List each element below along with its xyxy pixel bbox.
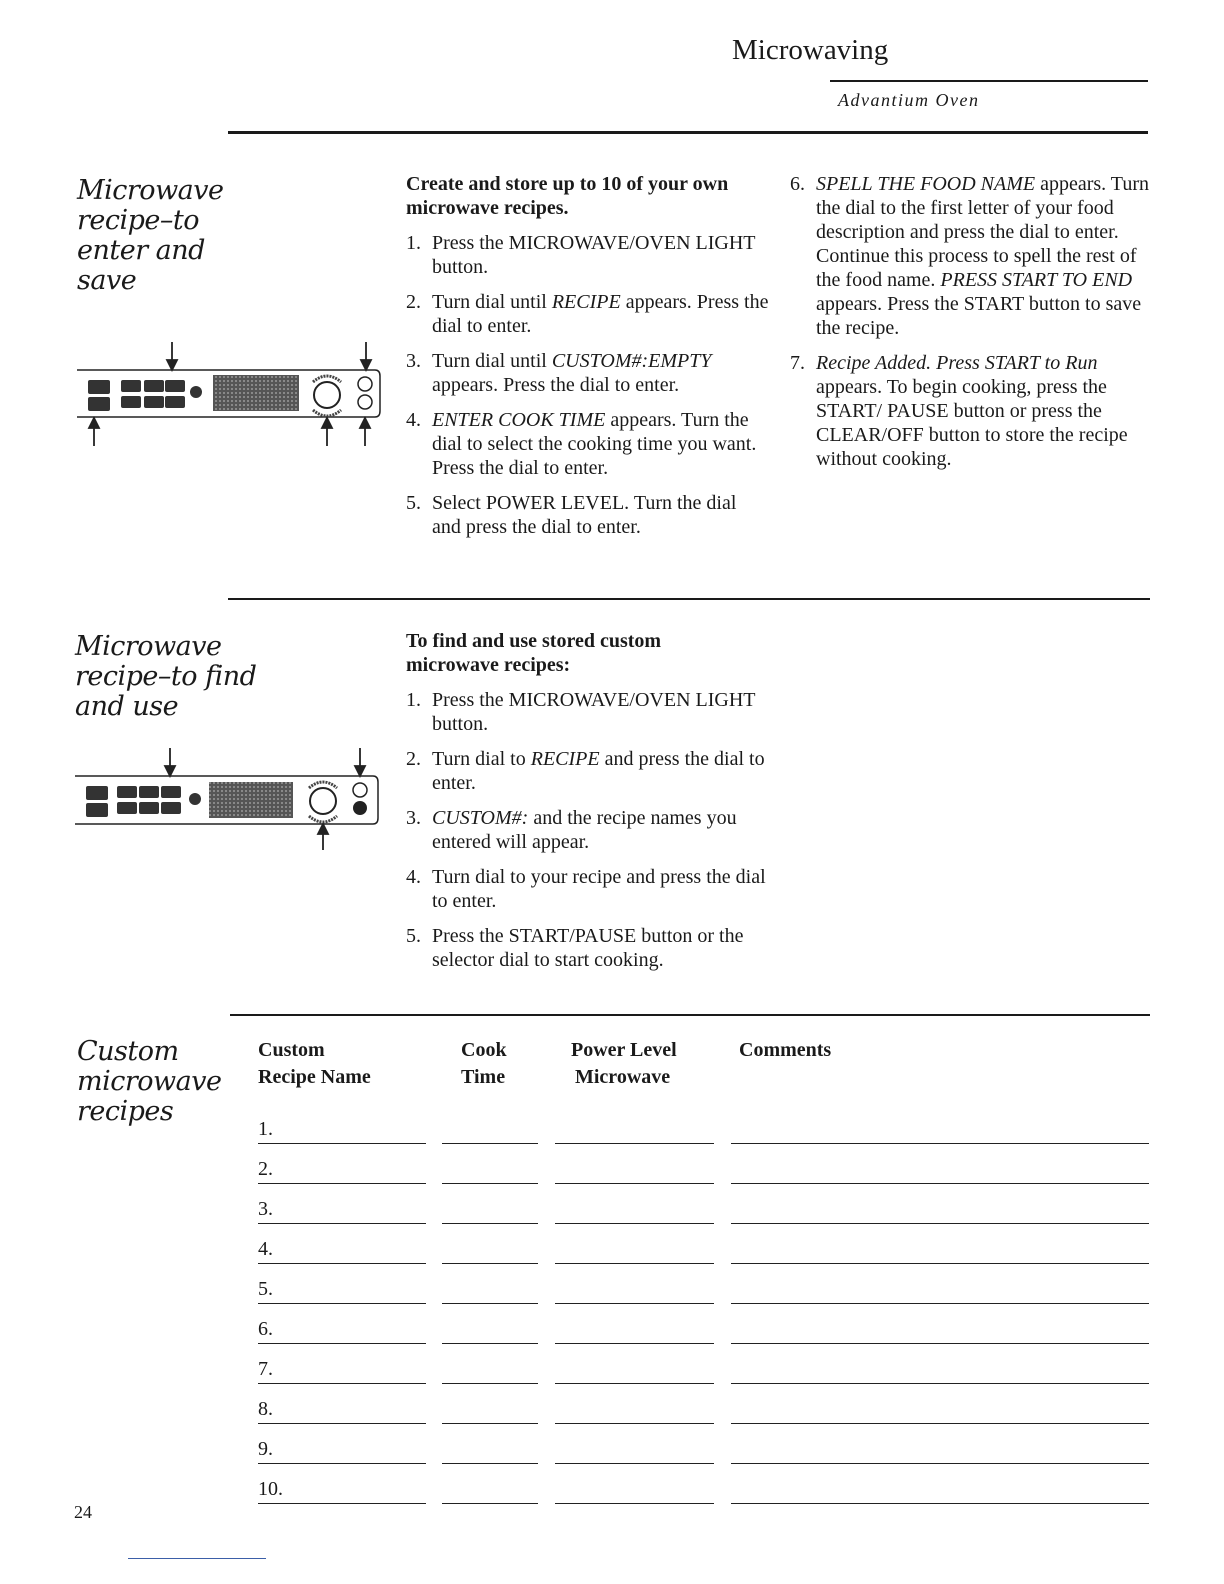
panel-button <box>117 802 137 814</box>
step-text: Select POWER LEVEL. Turn the dial and press the dial to enter. <box>432 492 737 538</box>
side-title-line: Microwave <box>75 631 222 662</box>
step-text: appears. Press the START button to save the recipe. <box>816 293 1142 339</box>
step-text: Turn dial until <box>432 350 552 372</box>
step-display-message: RECIPE <box>551 291 621 313</box>
header-line: Microwave <box>575 1066 671 1088</box>
row-number: 7. <box>258 1358 273 1380</box>
blank-entry-line[interactable] <box>442 1503 538 1504</box>
blank-entry-line[interactable] <box>731 1223 1149 1224</box>
panel-round-button <box>190 386 202 398</box>
header-line: Comments <box>739 1039 832 1061</box>
blank-entry-line[interactable] <box>731 1343 1149 1344</box>
step-display-message: CUSTOM#: <box>432 807 529 829</box>
step-number: 4. <box>406 866 421 888</box>
section1-side-title <box>77 176 224 296</box>
panel-button <box>165 396 185 408</box>
step-item <box>406 491 770 539</box>
side-title-line: recipe–to <box>77 205 200 236</box>
step-item <box>406 924 770 972</box>
column-header-recipe-name <box>258 1037 371 1091</box>
blank-entry-line[interactable] <box>442 1463 538 1464</box>
side-title-line: Custom <box>77 1036 179 1067</box>
header-line: Time <box>461 1066 506 1088</box>
step-display-message: Recipe Added. Press START to Run <box>816 352 1098 374</box>
panel-button <box>121 396 141 408</box>
step-text: and the recipe names you entered will appear. <box>432 807 737 853</box>
blank-entry-line[interactable] <box>555 1303 714 1304</box>
panel-button <box>161 802 181 814</box>
row-number: 5. <box>258 1278 273 1300</box>
step-item <box>406 408 770 480</box>
step-display-message: SPELL THE FOOD NAME <box>816 173 1036 195</box>
step-text: Press the START/PAUSE button or the selector dial to start cooking. <box>432 925 744 971</box>
step-text: appears. Turn the dial to the first letter of your food description and press the dial to enter. Continue this process to spell the rest of the food name. <box>816 173 1149 291</box>
row-number: 6. <box>258 1318 273 1340</box>
blank-entry-line[interactable] <box>258 1383 426 1384</box>
panel-button <box>144 396 164 408</box>
blank-entry-line[interactable] <box>258 1223 426 1224</box>
blank-entry-line[interactable] <box>442 1223 538 1224</box>
blank-entry-line[interactable] <box>258 1423 426 1424</box>
column-header-power-level <box>571 1037 677 1091</box>
side-title-line: Microwave <box>77 175 224 206</box>
step-item <box>406 747 770 795</box>
section1-steps-left <box>406 231 770 550</box>
control-panel-illustration <box>75 340 390 450</box>
row-number: 2. <box>258 1158 273 1180</box>
step-display-message: RECIPE <box>530 748 600 770</box>
panel-button <box>121 380 141 392</box>
blank-entry-line[interactable] <box>555 1343 714 1344</box>
blank-entry-line[interactable] <box>731 1463 1149 1464</box>
step-number: 5. <box>406 925 421 947</box>
step-number: 3. <box>406 350 421 372</box>
section1-steps-right <box>790 172 1155 482</box>
panel-button <box>86 786 108 800</box>
blank-entry-line[interactable] <box>555 1503 714 1504</box>
header-line: Recipe Name <box>258 1066 371 1088</box>
header-line: Power Level <box>571 1039 677 1061</box>
blank-entry-line[interactable] <box>555 1423 714 1424</box>
blank-entry-line[interactable] <box>555 1223 714 1224</box>
row-number: 4. <box>258 1238 273 1260</box>
step-number: 5. <box>406 492 421 514</box>
step-text: Turn dial to <box>432 748 531 770</box>
header-line: Cook <box>461 1039 507 1061</box>
step-number: 3. <box>406 807 421 829</box>
blank-entry-line[interactable] <box>442 1343 538 1344</box>
blank-entry-line[interactable] <box>731 1183 1149 1184</box>
section3-side-title <box>77 1037 221 1127</box>
row-number: 8. <box>258 1398 273 1420</box>
step-item <box>406 231 770 279</box>
panel-button <box>165 380 185 392</box>
panel-button <box>144 380 164 392</box>
blank-entry-line[interactable] <box>555 1263 714 1264</box>
step-text: Press the MICROWAVE/OVEN LIGHT button. <box>432 689 756 735</box>
section3-rule <box>230 1014 1150 1016</box>
step-text: Press the MICROWAVE/OVEN LIGHT button. <box>432 232 756 278</box>
panel-button <box>88 397 110 411</box>
blank-entry-line[interactable] <box>258 1263 426 1264</box>
step-item <box>406 688 770 736</box>
side-title-line: and use <box>75 691 179 722</box>
side-title-line: recipe–to find <box>75 661 257 692</box>
page-section-title: Microwaving <box>732 34 889 66</box>
blank-entry-line[interactable] <box>731 1303 1149 1304</box>
panel-round-button <box>189 793 201 805</box>
footer-link-rule <box>128 1558 266 1559</box>
blank-entry-line[interactable] <box>258 1183 426 1184</box>
step-item <box>406 865 770 913</box>
step-text: appears. Press the dial to enter. <box>432 374 680 396</box>
page-number: 24 <box>74 1502 92 1522</box>
step-text: appears. Turn the dial to select the cooking time you want. Press the dial to enter. <box>432 409 757 479</box>
section1-rule <box>228 131 1148 134</box>
panel-button <box>161 786 181 798</box>
blank-entry-line[interactable] <box>731 1263 1149 1264</box>
step-item <box>790 172 1155 340</box>
blank-entry-line[interactable] <box>442 1263 538 1264</box>
blank-entry-line[interactable] <box>258 1303 426 1304</box>
blank-entry-line[interactable] <box>258 1143 426 1144</box>
section2-steps <box>406 688 770 983</box>
side-title-line: microwave <box>77 1066 222 1097</box>
row-number: 1. <box>258 1118 273 1140</box>
blank-entry-line[interactable] <box>442 1423 538 1424</box>
blank-entry-line[interactable] <box>555 1383 714 1384</box>
row-number: 3. <box>258 1198 273 1220</box>
step-text: and press the dial to enter. <box>432 748 765 794</box>
section2-intro: To find and use stored custom microwave recipes: <box>406 630 662 676</box>
side-title-line: enter and <box>77 235 205 266</box>
blank-entry-line[interactable] <box>258 1343 426 1344</box>
step-text: Turn dial until <box>432 291 552 313</box>
panel-button <box>117 786 137 798</box>
blank-entry-line[interactable] <box>442 1143 538 1144</box>
step-number: 7. <box>790 352 805 374</box>
blank-entry-line[interactable] <box>731 1383 1149 1384</box>
section2-side-title <box>75 632 256 722</box>
step-number: 2. <box>406 291 421 313</box>
step-display-message: ENTER COOK TIME <box>432 409 606 431</box>
step-number: 6. <box>790 173 805 195</box>
blank-entry-line[interactable] <box>555 1143 714 1144</box>
step-item <box>406 349 770 397</box>
blank-entry-line[interactable] <box>731 1423 1149 1424</box>
step-text: appears. To begin cooking, press the START/ PAUSE button or press the CLEAR/OFF button to store the recipe without cooking. <box>816 376 1128 470</box>
column-header-cook-time <box>461 1037 507 1091</box>
selector-dial <box>314 382 340 408</box>
control-panel-illustration <box>73 746 388 854</box>
panel-button <box>139 786 159 798</box>
step-number: 4. <box>406 409 421 431</box>
header-rule <box>830 80 1148 82</box>
side-title-line: save <box>77 265 137 296</box>
step-text: appears. Press the dial to enter. <box>432 291 769 337</box>
step-item <box>790 351 1155 471</box>
blank-entry-line[interactable] <box>555 1183 714 1184</box>
row-number: 9. <box>258 1438 273 1460</box>
blank-entry-line[interactable] <box>442 1303 538 1304</box>
step-text: Turn dial to your recipe and press the dial to enter. <box>432 866 766 912</box>
step-display-message: PRESS START TO END <box>940 269 1133 291</box>
step-item <box>406 290 770 338</box>
step-number: 1. <box>406 232 421 254</box>
blank-entry-line[interactable] <box>442 1183 538 1184</box>
row-number: 10. <box>258 1478 283 1500</box>
page-subtitle: Advantium Oven <box>838 90 980 110</box>
blank-entry-line[interactable] <box>258 1463 426 1464</box>
blank-entry-line[interactable] <box>258 1503 426 1504</box>
blank-entry-line[interactable] <box>731 1143 1149 1144</box>
panel-button <box>139 802 159 814</box>
section2-rule <box>228 598 1150 600</box>
side-title-line: recipes <box>77 1096 174 1127</box>
step-item <box>406 806 770 854</box>
panel-button <box>86 803 108 817</box>
blank-entry-line[interactable] <box>731 1503 1149 1504</box>
step-number: 2. <box>406 748 421 770</box>
header-line: Custom <box>258 1039 325 1061</box>
section1-intro: Create and store up to 10 of your own microwave recipes. <box>406 173 729 219</box>
selector-dial <box>310 788 336 814</box>
column-header-comments <box>739 1037 831 1064</box>
step-number: 1. <box>406 689 421 711</box>
step-display-message: CUSTOM#:EMPTY <box>551 350 712 372</box>
blank-entry-line[interactable] <box>555 1463 714 1464</box>
panel-button <box>88 380 110 394</box>
blank-entry-line[interactable] <box>442 1383 538 1384</box>
